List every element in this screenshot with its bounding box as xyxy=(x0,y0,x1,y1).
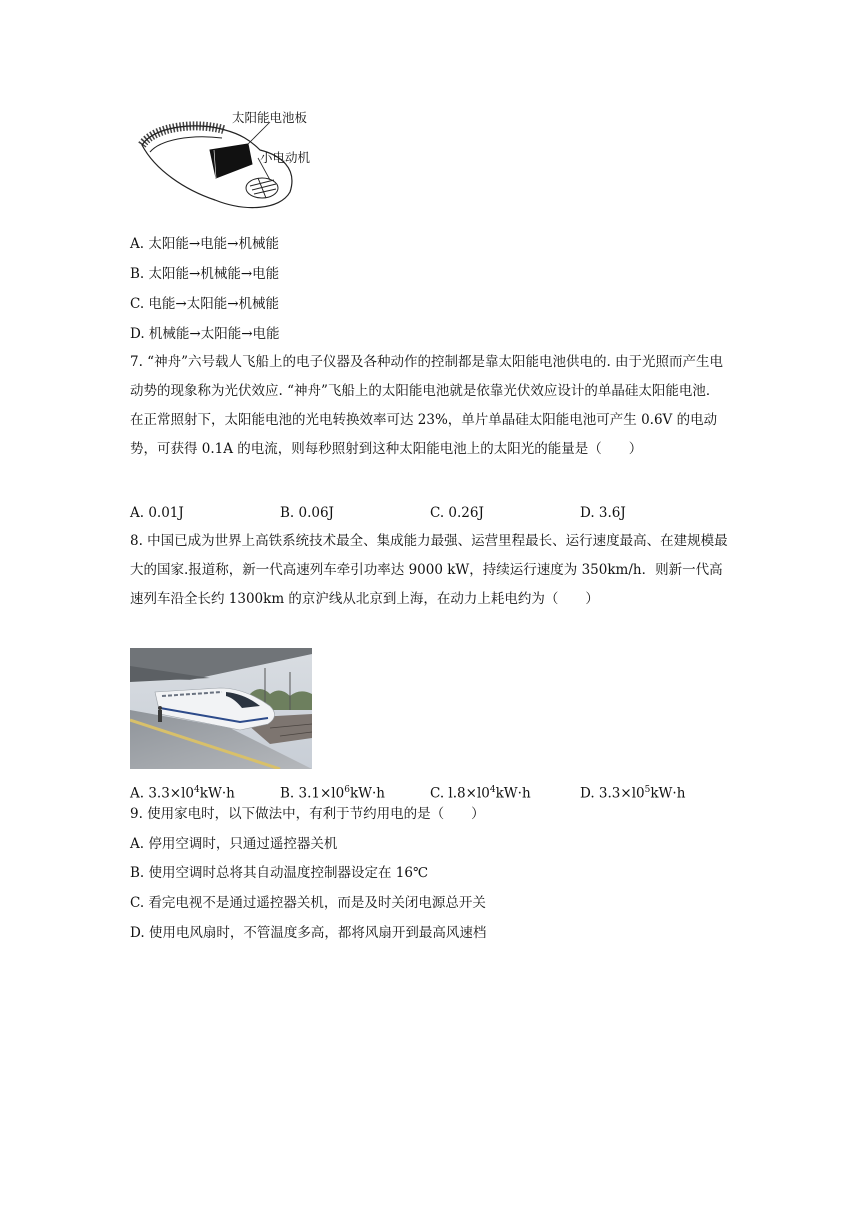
q8-option-d xyxy=(580,780,685,804)
q8-stem xyxy=(130,527,730,614)
q8-option-b-exp: 6 xyxy=(344,785,350,795)
q8-option-b xyxy=(280,780,385,804)
q8-option-b-prefix: B. 3.1×l0 xyxy=(280,785,345,802)
q9-option-a: A. 停用空调时，只通过遥控器关机 xyxy=(130,836,338,852)
q6-option-a: A. 太阳能→电能→机械能 xyxy=(130,236,279,252)
q9-option-c: C. 看完电视不是通过遥控器关机，而是及时关闭电源总开关 xyxy=(130,895,486,911)
q8-option-c xyxy=(430,780,531,804)
q7-option-d: D. 3.6J xyxy=(580,505,626,521)
q7-stem xyxy=(130,348,730,464)
q7-option-a: A. 0.01J xyxy=(130,505,184,521)
solar-panel-label: 太阳能电池板 xyxy=(232,110,308,125)
q8-option-c-unit: kW·h xyxy=(495,785,531,802)
q7-text: 7. “神舟”六号载人飞船上的电子仪器及各种动作的控制都是靠太阳能电池供电的. 由于光照而产生电动势的现象称为光伏效应. “神舟”飞船上的太阳能电池就是依靠光伏效应设计的单晶硅太阳能电池．在正常照射下，太阳能电池的光电转换效率可达 23%，单片单晶硅太阳能电池可产生 0.6V 的电动势，可获得 0.1A 的电流，则每秒照射到这种太阳能电池上的太阳光的能量是（ ） xyxy=(130,354,724,457)
q8-option-b-unit: kW·h xyxy=(349,785,385,802)
q6-option-b: B. 太阳能→机械能→电能 xyxy=(130,266,280,282)
q8-text: 8. 中国已成为世界上高铁系统技术最全、集成能力最强、运营里程最长、运行速度最高、在建规模最大的国家.报道称，新一代高速列车牵引功率达 9000 kW，持续运行速度为 350km/h．则新一代高速列车沿全长约 1300km 的京沪线从北京到上海，在动力上耗电约为（ ） xyxy=(130,533,728,607)
q8-option-d-exp: 5 xyxy=(644,785,651,795)
q8-option-d-unit: kW·h xyxy=(650,785,686,802)
high-speed-train-photo-icon xyxy=(130,648,312,769)
q8-option-a-unit: kW·h xyxy=(199,785,235,802)
q7-option-b: B. 0.06J xyxy=(280,505,334,521)
q6-option-d: D. 机械能→太阳能→电能 xyxy=(130,326,280,342)
q6-option-c: C. 电能→太阳能→机械能 xyxy=(130,296,280,312)
q8-option-a xyxy=(130,780,235,804)
q8-option-c-exp: 4 xyxy=(489,785,496,795)
q8-option-d-prefix: D. 3.3×l0 xyxy=(580,785,645,802)
q9-option-b: B. 使用空调时总将其自动温度控制器设定在 16℃ xyxy=(130,865,429,881)
q8-option-a-exp: 4 xyxy=(194,785,200,795)
q8-option-c-prefix: C. l.8×l0 xyxy=(430,785,490,802)
small-motor-label: 小电动机 xyxy=(260,150,311,165)
q9-option-d: D. 使用电风扇时，不管温度多高，都将风扇开到最高风速档 xyxy=(130,925,487,941)
q9-stem: 9. 使用家电时，以下做法中，有利于节约用电的是（ ） xyxy=(130,806,485,822)
q7-option-c: C. 0.26J xyxy=(430,505,484,521)
solar-cap-figure xyxy=(130,100,320,210)
q8-option-a-prefix: A. 3.3×l0 xyxy=(130,785,195,802)
